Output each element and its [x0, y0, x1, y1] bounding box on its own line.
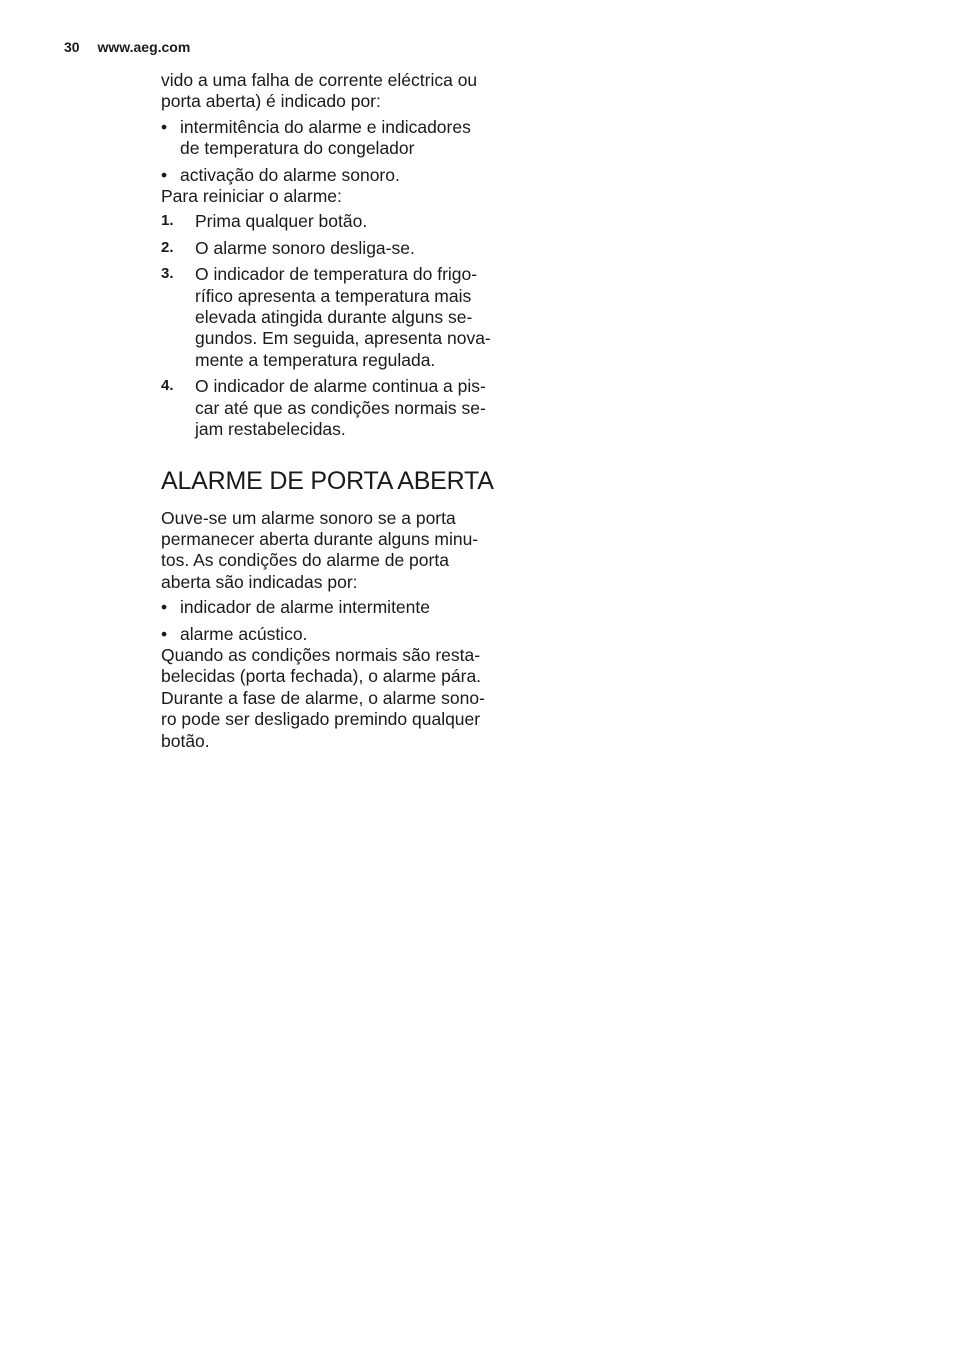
page-number: 30	[64, 39, 80, 55]
content-column	[161, 70, 521, 752]
step-number: 2.	[161, 238, 174, 256]
reset-steps-list	[161, 211, 521, 440]
list-item: 2. O alarme sonoro desliga-se.	[161, 237, 415, 258]
intro-line: vido a uma falha de corrente eléctrica ou	[161, 70, 478, 90]
bullet-icon: •	[161, 623, 168, 644]
door-alarm-indications-list	[161, 597, 521, 645]
alarm-indications-list	[161, 117, 521, 186]
bullet-icon: •	[161, 164, 168, 185]
intro-paragraph	[161, 70, 521, 113]
list-item: 3. O indicador de temperatura do frigo- rífico apresenta a temperatura mais elevada atingida durante alguns se- gundos. Em seguida, apresenta nova- mente a temperatura regulada.	[161, 264, 491, 370]
website-url: www.aeg.com	[97, 39, 191, 55]
list-item: • intermitência do alarme e indicadores de temperatura do congelador	[161, 116, 471, 159]
door-alarm-intro: Ouve-se um alarme sonoro se a porta permanecer aberta durante alguns minu- tos. As condições do alarme de porta aberta são indicadas por:	[161, 507, 479, 592]
bullet-icon: •	[161, 116, 168, 137]
door-alarm-closing: Quando as condições normais são resta- belecidas (porta fechada), o alarme pára. Durante a fase de alarme, o alarme sono- ro pode ser desligado premindo qualquer botão.	[161, 644, 485, 751]
list-item: • activação do alarme sonoro.	[161, 164, 400, 185]
step-number: 3.	[161, 265, 174, 283]
section-heading: ALARME DE PORTA ABERTA	[161, 466, 494, 495]
list-item: • alarme acústico.	[161, 623, 308, 644]
bullet-icon: •	[161, 597, 168, 618]
page-header	[64, 38, 190, 56]
step-number: 1.	[161, 212, 174, 230]
list-item: 1. Prima qualquer botão.	[161, 211, 368, 232]
reset-intro: Para reiniciar o alarme:	[161, 186, 342, 207]
list-item: • indicador de alarme intermitente	[161, 597, 430, 618]
step-number: 4.	[161, 377, 174, 395]
intro-line: porta aberta) é indicado por:	[161, 91, 381, 112]
list-item: 4. O indicador de alarme continua a pis- car até que as condições normais se- jam restabelecidas.	[161, 376, 486, 440]
